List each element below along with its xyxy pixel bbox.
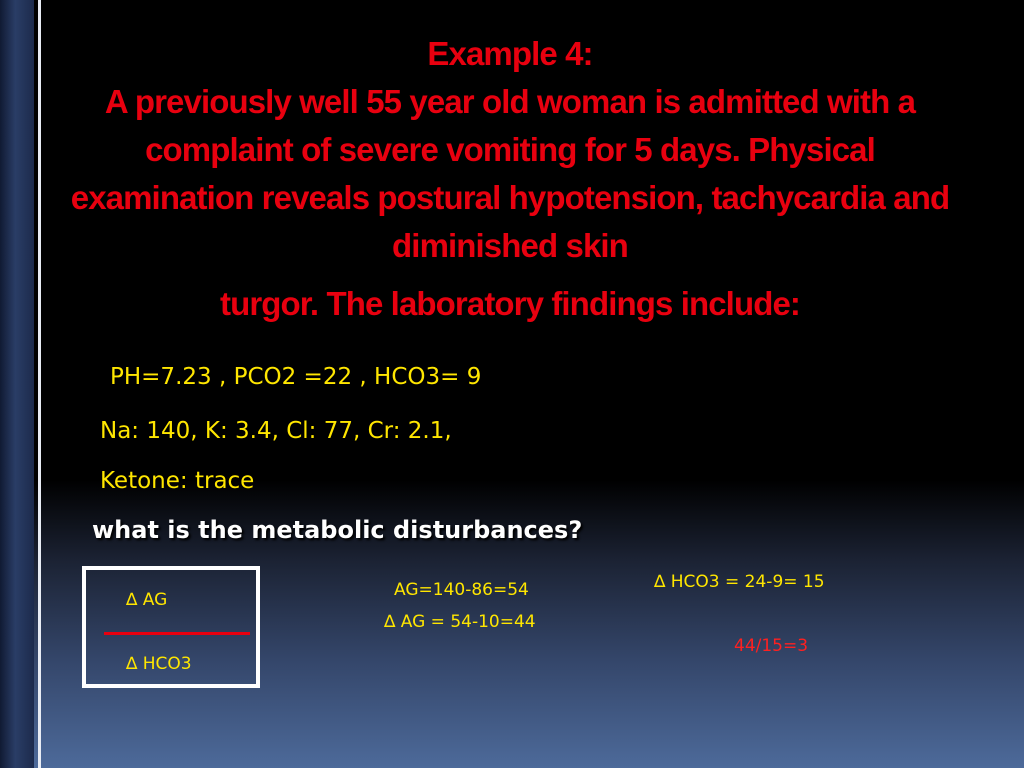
calc-delta-hco3: ∆ HCO3 = 24-9= 15 bbox=[654, 572, 825, 592]
fraction-bar bbox=[104, 632, 250, 635]
fraction-numerator: ∆ AG bbox=[126, 590, 168, 610]
fraction-box bbox=[82, 566, 260, 688]
calc-delta-ag: ∆ AG = 54-10=44 bbox=[384, 612, 536, 632]
calc-ratio: 44/15=3 bbox=[734, 636, 809, 656]
lab-line-blood-gas: PH=7.23 , PCO2 =22 , HCO3= 9 bbox=[110, 364, 482, 390]
sidebar-divider-line bbox=[38, 0, 41, 768]
lab-line-electrolytes: Na: 140, K: 3.4, Cl: 77, Cr: 2.1, bbox=[100, 418, 452, 444]
question-text: what is the metabolic disturbances? bbox=[92, 516, 583, 544]
fraction-denominator: ∆ HCO3 bbox=[126, 654, 192, 674]
title-heading: Example 4: bbox=[427, 35, 593, 72]
slide-title bbox=[60, 30, 960, 328]
lab-line-ketone: Ketone: trace bbox=[100, 468, 255, 494]
calc-ag: AG=140-86=54 bbox=[394, 580, 529, 600]
title-last-line: turgor. The laboratory findings include: bbox=[219, 285, 801, 322]
decorative-sidebar bbox=[0, 0, 34, 768]
title-body: A previously well 55 year old woman is admitted with a complaint of severe vomiting for 5 days. Physical examination reveals postural hypotension, tachycardia and diminished skin bbox=[70, 83, 950, 264]
